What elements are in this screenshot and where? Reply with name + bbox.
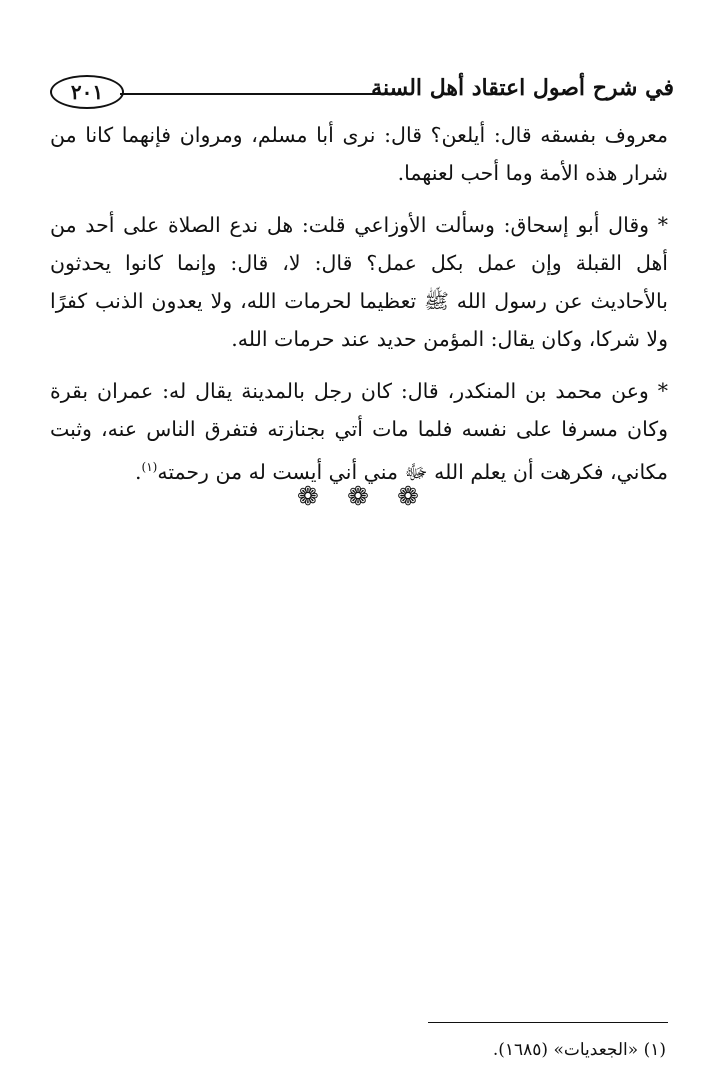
paragraph-2: * وقال أبو إسحاق: وسألت الأوزاعي قلت: هل ندع الصلاة على أحد من أهل القبلة وإن عمل بكل عمل؟ قال: لا، قال: وإنما كانوا يحدثون بالأحاديث عن رسول الله ﷺ تعظيما لحرمات الله، ولا يعدون الذنب كفرًا ولا شركا، وكان يقال: المؤمن حديد عند حرمات الله. [50,213,668,351]
footnote-reference: (١) [141,460,158,474]
footnote-rule [428,1022,668,1023]
main-text [50,116,668,505]
footnote: (١) «الجعديات» (١٦٨٥). [492,1040,666,1060]
header-rule [120,93,404,95]
section-ornaments: ❁ ❁ ❁ [297,482,429,512]
paragraph-1: معروف بفسقه قال: أيلعن؟ قال: نرى أبا مسلم، ومروان فإنهما كانا من شرار هذه الأمة وما أحب لعنهما. [50,123,668,185]
paragraph-3-end: . [135,459,142,484]
page-number-badge [50,75,124,109]
book-title: في شرح أصول اعتقاد أهل السنة [371,75,674,101]
page-number: ٢٠١ [70,80,104,104]
paragraph-3-text: * وعن محمد بن المنكدر، قال: كان رجل بالمدينة يقال له: عمران بقرة وكان مسرفا على نفسه فلما مات أتي بجنازته فتفرق الناس عنه، وثبت مكاني، فكرهت أن يعلم الله ﷻ مني أني أيست له من رحمته [50,379,668,484]
running-header [50,70,674,112]
paragraph-3 [50,372,668,491]
